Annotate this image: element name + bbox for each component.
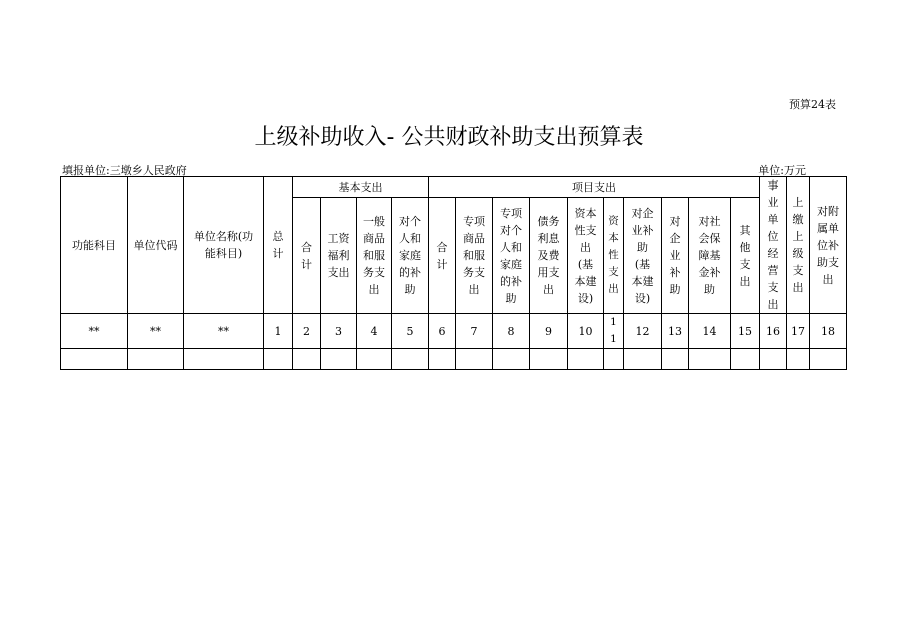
header-debt: 债务 利息 及费 用支 出 (530, 198, 568, 314)
header-project-group: 项目支出 (429, 177, 760, 198)
page-title: 上级补助收入- 公共财政补助支出预算表 (254, 125, 644, 150)
index-cell: 15 (731, 314, 760, 349)
filing-unit: 填报单位:三墩乡人民政府 (62, 164, 187, 177)
index-cell: 12 (624, 314, 662, 349)
data-cell (392, 349, 429, 370)
data-cell (810, 349, 847, 370)
header-capital-build: 资本 性支 出 (基 本建 设) (568, 198, 604, 314)
header-superior: 上 缴 上 级 支 出 (787, 177, 810, 314)
data-cell (662, 349, 689, 370)
index-cell: 17 (787, 314, 810, 349)
header-enterprise-build: 对企 业补 助 (基 本建 设) (624, 198, 662, 314)
data-cell (321, 349, 357, 370)
header-capital: 资 本 性 支 出 (604, 198, 624, 314)
index-cell: 10 (568, 314, 604, 349)
data-cell (184, 349, 264, 370)
header-social-security: 对社 会保 障基 金补 助 (689, 198, 731, 314)
data-cell (357, 349, 392, 370)
index-cell: 3 (321, 314, 357, 349)
data-cell (624, 349, 662, 370)
data-cell (456, 349, 493, 370)
header-enterprise: 对 企 业 补 助 (662, 198, 689, 314)
index-cell: 2 (293, 314, 321, 349)
header-affiliated: 对附 属单 位补 助支 出 (810, 177, 847, 314)
header-basic-sum: 合 计 (293, 198, 321, 314)
header-special-personal: 专项 对个 人和 家庭 的补 助 (493, 198, 530, 314)
index-cell: 16 (760, 314, 787, 349)
header-func-subject: 功能科目 (61, 177, 128, 314)
index-cell: ** (61, 314, 128, 349)
index-cell: 1 1 (604, 314, 624, 349)
form-number: 预算24表 (789, 98, 836, 111)
index-cell: 1 (264, 314, 293, 349)
header-unit-code: 单位代码 (128, 177, 184, 314)
header-proj-sum: 合 计 (429, 198, 456, 314)
data-cell (493, 349, 530, 370)
data-cell (787, 349, 810, 370)
budget-table (60, 176, 847, 370)
empty-data-row (61, 349, 847, 370)
index-cell: 8 (493, 314, 530, 349)
header-other: 其 他 支 出 (731, 198, 760, 314)
header-unit-name: 单位名称(功 能科目) (184, 177, 264, 314)
index-cell: ** (128, 314, 184, 349)
data-cell (568, 349, 604, 370)
index-cell: 4 (357, 314, 392, 349)
header-business: 事 业 单 位 经 营 支 出 (760, 177, 787, 314)
header-basic-group: 基本支出 (293, 177, 429, 198)
unit-label: 单位:万元 (758, 164, 806, 177)
data-cell (293, 349, 321, 370)
data-cell (128, 349, 184, 370)
header-special-goods: 专项 商品 和服 务支 出 (456, 198, 493, 314)
index-cell: 6 (429, 314, 456, 349)
data-cell (530, 349, 568, 370)
header-total: 总 计 (264, 177, 293, 314)
index-cell: 14 (689, 314, 731, 349)
header-salary: 工资 福利 支出 (321, 198, 357, 314)
index-cell: 9 (530, 314, 568, 349)
index-cell: ** (184, 314, 264, 349)
data-cell (731, 349, 760, 370)
header-personal: 对个 人和 家庭 的补 助 (392, 198, 429, 314)
data-cell (604, 349, 624, 370)
data-cell (689, 349, 731, 370)
index-cell: 18 (810, 314, 847, 349)
index-cell: 5 (392, 314, 429, 349)
data-cell (264, 349, 293, 370)
index-cell: 13 (662, 314, 689, 349)
data-cell (760, 349, 787, 370)
data-cell (429, 349, 456, 370)
data-cell (61, 349, 128, 370)
header-goods: 一般 商品 和服 务支 出 (357, 198, 392, 314)
index-cell: 7 (456, 314, 493, 349)
